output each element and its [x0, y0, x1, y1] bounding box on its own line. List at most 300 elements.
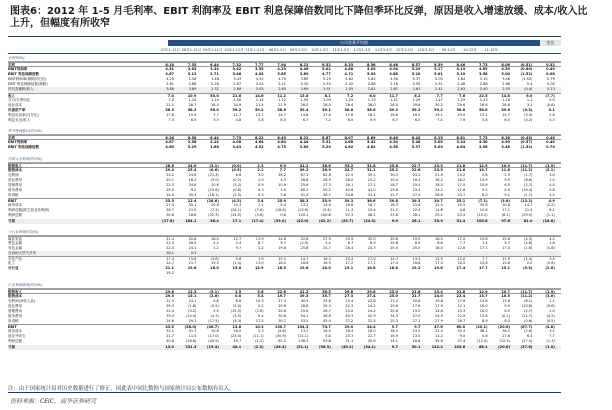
table-cell: 19.6 — [390, 303, 398, 308]
table-cell: 4.77 — [322, 72, 331, 77]
table-cell: (18.8) — [542, 218, 555, 223]
table-cell: (21.1) — [297, 334, 309, 339]
table-cell: 25.6 — [323, 298, 331, 303]
table-cell: 22.5 — [478, 93, 488, 98]
table-cell: 132.2 — [431, 344, 443, 349]
table-cell: 2.71 — [210, 72, 219, 77]
table-cell: 21.7 — [390, 193, 398, 198]
table-cell: (28.6) — [185, 339, 197, 344]
table-cell: 58.6 — [366, 107, 376, 112]
table-cell: 2.3 — [504, 172, 510, 177]
table-cell: (0.2) — [188, 308, 197, 313]
table-cell: 32.7 — [344, 167, 354, 172]
table-cell: 8.06 — [501, 63, 510, 67]
table-cell: (4.6) — [524, 240, 533, 245]
table-cell: 4.71 — [344, 72, 354, 77]
table-cell: 10.0 — [479, 308, 488, 313]
table-cell: 8.7 — [347, 240, 354, 245]
table-cell: 26.5 — [188, 240, 197, 245]
table-cell: (20.6) — [498, 344, 510, 349]
table-row — [8, 271, 561, 276]
table-cell: 14.6 — [435, 208, 443, 213]
table-cell: 9.1 — [504, 193, 510, 198]
table-cell: 22.8 — [367, 298, 376, 303]
table-cell: (3.0) — [210, 177, 219, 182]
table-cell: 28.4 — [345, 245, 354, 250]
table-cell: 9.2 — [190, 187, 197, 192]
table-cell: 16.0 — [323, 329, 331, 334]
source-line: 资料来源：CEIC，高华证券研究 — [10, 398, 96, 405]
table-cell: 17.1 — [367, 261, 376, 266]
table-cell: (0.0) — [231, 163, 242, 168]
table-cell: (4.8) — [545, 325, 555, 330]
table-cell: 2.86 — [479, 82, 488, 87]
table-cell: (19.4) — [206, 344, 219, 349]
table-cell: 45.9 — [323, 319, 331, 324]
table-cell: 25.6 — [300, 308, 309, 313]
table-cell: 19.1 — [435, 112, 443, 117]
table-cell: 0.0 — [549, 97, 555, 102]
table-cell: (1.0) — [545, 344, 555, 349]
row-label: EBIT利润率(剔除折旧后) — [8, 77, 47, 82]
table-cell: 4.59 — [501, 67, 510, 72]
table-cell: 26.7 — [457, 319, 466, 324]
table-cell: 8.5 — [190, 118, 197, 123]
table-cell: 2.8 — [549, 112, 555, 117]
table-cell: 2.32 — [211, 87, 219, 92]
table-cell: 12.7 — [233, 236, 242, 241]
table-cell: 20.8 — [390, 236, 398, 241]
table-cell: 5.4 — [257, 293, 264, 298]
table-cell: 26.6 — [435, 193, 443, 198]
quarter-header-row — [8, 48, 561, 54]
table-cell: 4.9 — [548, 199, 555, 204]
table-cell: 29.8 — [366, 289, 376, 294]
table-cell: 13.0 — [255, 261, 264, 266]
table-cell: 20.6 — [188, 236, 197, 241]
group-heading: 行业利润增速(同比%) — [8, 283, 561, 289]
table-cell: 19.8 — [366, 266, 376, 271]
table-cell: 2.67 — [233, 82, 242, 87]
table-cell: 23.5 — [434, 167, 443, 172]
table-cell: 17.6 — [457, 298, 466, 303]
table-cell: 38.6 — [322, 163, 331, 168]
quarter-header: 10-12年 — [463, 48, 477, 52]
table-cell: 20.0 — [322, 266, 331, 271]
table-cell: 13.7 — [255, 112, 264, 117]
table-cell: 13.4 — [345, 257, 354, 262]
row-label: 毛利 — [8, 136, 15, 141]
table-cell: 16.2 — [188, 177, 197, 182]
table-cell: 18.7 — [390, 182, 398, 187]
table-cell: (4.3) — [524, 236, 533, 241]
quarter-header: 08年1-5月 — [268, 48, 286, 52]
row-label: 营业外收支 — [8, 334, 26, 339]
table-cell: 50.1 — [411, 344, 421, 349]
table-cell: (2.6) — [209, 293, 219, 298]
table-cell: 2.61 — [412, 87, 421, 92]
table-cell: 14.8 — [435, 308, 443, 313]
table-cell: 18.4 — [211, 102, 219, 107]
table-cell: 5.29 — [411, 67, 421, 72]
table-cell: 13.5 — [412, 334, 421, 339]
table-cell: 4.20 — [166, 77, 174, 82]
table-cell: 36.5 — [322, 289, 331, 294]
table-cell: 30.2 — [435, 102, 443, 107]
table-cell: 26.7 — [166, 208, 174, 213]
table-cell: 7.75 — [232, 136, 242, 141]
row-label: 收入 — [8, 93, 15, 98]
row-label: 财务费用 — [8, 187, 22, 192]
table-cell: 0.8 — [280, 213, 286, 218]
table-cell: 39.3 — [344, 199, 354, 204]
table-cell: 4.94 — [389, 67, 398, 72]
table-cell: 19.6 — [434, 266, 443, 271]
table-cell: 31.8 — [366, 163, 376, 168]
table-cell: 2.48 — [457, 82, 466, 87]
table-cell: 1.11 — [390, 97, 398, 102]
table-cell: 26.0 — [323, 102, 331, 107]
table-cell: 105.6 — [454, 344, 466, 349]
table-cell: (28.6) — [206, 199, 219, 204]
table-cell: (42.2) — [318, 218, 331, 223]
table-cell: 29.6 — [165, 289, 174, 294]
table-cell: 10.7 — [233, 339, 242, 344]
table-cell: 26.7 — [188, 102, 197, 107]
table-cell: 2.0 — [549, 308, 555, 313]
table-group — [8, 56, 561, 123]
table-cell: 5.29 — [323, 77, 331, 82]
table-cell: 62.8 — [323, 172, 331, 177]
table-cell: 3.43 — [232, 145, 242, 150]
table-cell: 5.17 — [434, 67, 443, 72]
table-cell: 0.79 — [546, 145, 555, 150]
table-cell: 33.4 — [367, 193, 376, 198]
table-cell: 2.4 — [257, 199, 264, 204]
table-cell: 24.1 — [188, 298, 197, 303]
table-cell: 9.7 — [391, 344, 398, 349]
table-cell: 81.0 — [523, 218, 533, 223]
table-cell: 25.4 — [345, 298, 354, 303]
table-cell: 53.5 — [300, 319, 309, 324]
row-label: 折旧及摊销/收入 — [8, 87, 34, 92]
table-cell: 11.7 — [233, 112, 242, 117]
table-cell: 41.0 — [367, 187, 376, 192]
table-cell: (2.7) — [524, 182, 533, 187]
table-cell: 105.8 — [476, 218, 488, 223]
table-cell: 5.8 — [482, 118, 488, 123]
table-cell: 58.0 — [210, 107, 219, 112]
table-cell: 24.0 — [434, 293, 443, 298]
row-label: 管理费用 — [8, 308, 22, 313]
table-cell: 6.2 — [414, 93, 421, 98]
table-cell: 1.5 — [234, 289, 242, 294]
table-cell: 2.55 — [345, 87, 354, 92]
table-cell: 4.84 — [277, 140, 286, 145]
table-cell: 21.2 — [390, 208, 398, 213]
table-cell: 25.1 — [456, 199, 466, 204]
table-cell: 30.9 — [300, 298, 309, 303]
table-cell: (0.3) — [522, 266, 533, 271]
table-cell: 13.3 — [457, 308, 466, 313]
table-cell: 18.3 — [390, 203, 398, 208]
table-cell: 16.8 — [412, 261, 421, 266]
table-cell: 1.29 — [457, 97, 466, 102]
table-cell: (7.6) — [255, 208, 264, 213]
table-cell: 27.3 — [344, 293, 354, 298]
table-cell: 39.3 — [299, 293, 309, 298]
table-cell: (16.6) — [275, 208, 286, 213]
table-cell: 29.4 — [165, 167, 174, 172]
table-group — [8, 283, 561, 350]
table-cell: 21.4 — [524, 208, 533, 213]
table-cell: 4.46 — [299, 67, 309, 72]
table-cell: 10.3 — [255, 298, 264, 303]
table-cell: (2.9) — [300, 240, 309, 245]
table-cell: 3.6 — [280, 193, 286, 198]
table-cell: 19.4 — [390, 177, 398, 182]
table-cell: 27.4 — [366, 293, 376, 298]
table-cell: 5.8 — [325, 334, 331, 339]
table-cell: (33.0) — [274, 218, 286, 223]
table-cell: 5.20 — [411, 72, 421, 77]
table-cell: (11.2) — [520, 167, 533, 172]
table-cell: 17.4 — [502, 245, 510, 250]
table-cell: 7.35 — [187, 63, 197, 67]
row-label: EBIT — [8, 325, 17, 330]
table-cell: (58.5) — [318, 344, 331, 349]
table-cell: 27.3 — [278, 298, 286, 303]
table-cell: 20.8 — [390, 308, 398, 313]
table-cell: 8.61 — [456, 136, 466, 141]
table-cell: 15.5 — [211, 261, 219, 266]
table-cell: 32.0 — [367, 236, 376, 241]
table-cell: 2.89 — [233, 87, 242, 92]
table-cell: 13.1 — [479, 112, 488, 117]
row-label: 营业成本 — [8, 102, 22, 107]
table-cell: 4.68 — [344, 140, 354, 145]
table-cell: (21.3) — [208, 172, 219, 177]
table-group — [8, 230, 561, 277]
table-cell: 30.7 — [434, 199, 443, 204]
table-cell: 30.6 — [479, 203, 488, 208]
table-cell: 13.2 — [300, 203, 309, 208]
table-cell: 18.1 — [166, 250, 174, 255]
table-cell: (17.4) — [251, 218, 264, 223]
table-cell: (1.0) — [232, 261, 242, 266]
table-cell: 61.2 — [278, 339, 286, 344]
table-cell: 8.26 — [165, 136, 174, 141]
quarter-header: 12年1-2月 — [396, 48, 414, 52]
row-label: EBIT 利息保障倍数 — [8, 72, 39, 77]
table-cell: 46.8 — [323, 313, 331, 318]
row-label: EBIT — [8, 199, 17, 204]
table-cell: 21.9 — [278, 102, 286, 107]
table-cell: 25.6 — [300, 182, 309, 187]
table-cell: 25.0 — [389, 289, 398, 294]
table-cell: 8.8 — [437, 240, 443, 245]
quarter-header: 11年1-2月 — [353, 48, 371, 52]
table-cell: (38.0) — [184, 325, 197, 330]
table-cell: 2.86 — [188, 82, 197, 87]
quarter-header: 09-11年 — [441, 48, 456, 52]
table-cell: 4.56 — [389, 145, 398, 150]
table-cell: 1.29 — [345, 97, 354, 102]
table-cell: 18.0 — [435, 245, 443, 250]
table-cell: 23.4 — [412, 187, 421, 192]
table-cell: 16.9 — [323, 261, 331, 266]
table-cell: 21.7 — [188, 261, 197, 266]
table-cell: 25.4 — [187, 167, 197, 172]
table-cell: (14.5) — [185, 313, 197, 318]
quarter-header: 10年1-11月 — [224, 48, 244, 52]
table-cell: 8.18 — [165, 63, 174, 67]
table-cell: 15.6 — [502, 236, 510, 241]
table-cell: 2.86 — [502, 82, 510, 87]
table-cell: 3.3 — [213, 118, 219, 123]
table-cell: 4.56 — [390, 77, 398, 82]
table-cell: (3.8) — [500, 199, 510, 204]
table-cell: (0.57) — [520, 140, 533, 145]
table-cell: 31.1 — [345, 339, 354, 344]
table-cell: 6.0 — [482, 193, 488, 198]
table-cell: 21.6 — [412, 203, 421, 208]
table-cell: 5.00 — [501, 72, 510, 77]
table-cell: 22.6 — [277, 289, 286, 294]
table-cell: (0.2) — [232, 177, 242, 182]
table-cell: 3.0 — [258, 172, 264, 177]
table-cell: 5.7 — [504, 240, 510, 245]
table-cell: 8.42 — [411, 136, 421, 141]
table-cell: 2.26 — [211, 82, 219, 87]
table-cell: 48.2 — [367, 213, 376, 218]
table-cell: 8.22 — [299, 136, 309, 141]
table-cell: 5.10 — [456, 72, 466, 77]
table-cell: 55.9 — [322, 199, 331, 204]
table-cell: 194.3 — [297, 325, 309, 330]
table-cell: 36.6 — [366, 199, 376, 204]
table-cell: 48.1 — [232, 344, 242, 349]
table-cell: (0.43) — [520, 136, 533, 141]
table-cell: 3.42 — [232, 67, 242, 72]
table-cell: 15.6 — [479, 261, 488, 266]
table-cell: (5.5) — [210, 303, 219, 308]
table-cell: 3.43 — [233, 77, 242, 82]
table-cell: (87.7) — [520, 325, 533, 330]
table-cell: 6.44 — [210, 136, 219, 141]
table-cell: (27.5) — [521, 339, 533, 344]
row-label: 销售收入 — [8, 163, 22, 168]
table-cell: 27.9 — [435, 319, 443, 324]
table-cell: 1.0 — [549, 177, 555, 182]
table-cell: 4.82 — [366, 145, 376, 150]
table-cell: 14.6 — [254, 93, 264, 98]
table-cell: 3.12 — [187, 72, 197, 77]
table-cell: 4.02 — [254, 72, 264, 77]
table-cell: (29.5) — [521, 213, 533, 218]
table-cell: 29.3 — [165, 293, 174, 298]
top-rule — [8, 36, 561, 37]
table-cell: 2.42 — [345, 82, 354, 87]
table-cell: 18.0 — [435, 182, 443, 187]
group-heading: 毛利率(%) — [8, 56, 561, 62]
table-cell: 24.2 — [367, 303, 376, 308]
table-cell: 14.7 — [278, 112, 286, 117]
quarter-header: 07年1-11月 — [160, 48, 180, 52]
table-cell: 26.6 — [502, 102, 510, 107]
table-cell: 6.0 — [526, 93, 533, 98]
table-cell: (6.6) — [524, 177, 533, 182]
quarter-header: 09年1-5月 — [290, 48, 308, 52]
table-cell: 11.2 — [277, 93, 286, 98]
table-cell: 24.4 — [367, 308, 376, 313]
table-cell: 6.44 — [210, 63, 219, 67]
table-cell: 8.9 — [370, 240, 376, 245]
table-cell: (1.2) — [255, 339, 264, 344]
table-cell: 9.9 — [504, 177, 510, 182]
table-cell: 13.7 — [478, 293, 488, 298]
table-cell: 14.7 — [300, 257, 309, 262]
table-cell: 1.1 — [526, 97, 533, 102]
table-cell: 10.4 — [367, 208, 376, 213]
table-cell: 47.6 — [434, 325, 443, 330]
table-cell: 2.4 — [325, 240, 331, 245]
table-cell: 21.4 — [166, 236, 174, 241]
table-cell: 1.20 — [188, 97, 197, 102]
table-cell: 33.6 — [390, 213, 398, 218]
table-cell: 12.9 — [478, 163, 488, 168]
table-cell: 27.9 — [323, 236, 331, 241]
table-cell: 21.7 — [411, 293, 421, 298]
table-cell: 1.09 — [323, 97, 331, 102]
table-cell: 19.8 — [435, 298, 443, 303]
table-cell: 9.7 — [280, 240, 286, 245]
table-cell: 59.1 — [322, 107, 331, 112]
table-cell: 4.90 — [501, 140, 510, 145]
table-cell: 29.6 — [457, 102, 466, 107]
table-cell: 3.55 — [254, 67, 264, 72]
row-label: 当月/当季同比 — [8, 97, 31, 102]
table-cell: 4.51 — [165, 67, 174, 72]
table-cell: 8.0 — [504, 319, 510, 324]
table-cell: 5.37 — [411, 145, 421, 150]
table-cell: 24.2 — [412, 172, 421, 177]
table-cell: 20.8 — [412, 298, 421, 303]
table-cell: 24.3 — [367, 245, 376, 250]
table-cell: 10.6 — [479, 208, 488, 213]
table-cell: 18.8 — [188, 213, 197, 218]
header-band: 公司业务平均值 — [168, 40, 540, 46]
table-cell: (3.1) — [209, 289, 219, 294]
table-cell: 18.4 — [345, 329, 354, 334]
table-cell: 5.82 — [367, 77, 376, 82]
table-cell: 8.46 — [456, 63, 466, 67]
table-cell: 22.7 — [367, 334, 376, 339]
table-cell: (11.1) — [253, 334, 264, 339]
table-cell: 25.2 — [389, 167, 398, 172]
table-cell: 3.34 — [210, 67, 219, 72]
table-cell: 27.3 — [323, 182, 331, 187]
table-cell: 10.3 — [254, 325, 264, 330]
table-cell: 8.56 — [366, 63, 376, 67]
table-cell: 4.3 — [280, 177, 286, 182]
table-cell: 3.89 — [300, 77, 309, 82]
table-cell: (12.5) — [499, 339, 510, 344]
table-cell: (0.3) — [522, 107, 533, 112]
table-cell: 3.96 — [478, 145, 488, 150]
table-cell: (11.7) — [520, 163, 533, 168]
table-cell: 4.60 — [165, 145, 174, 150]
